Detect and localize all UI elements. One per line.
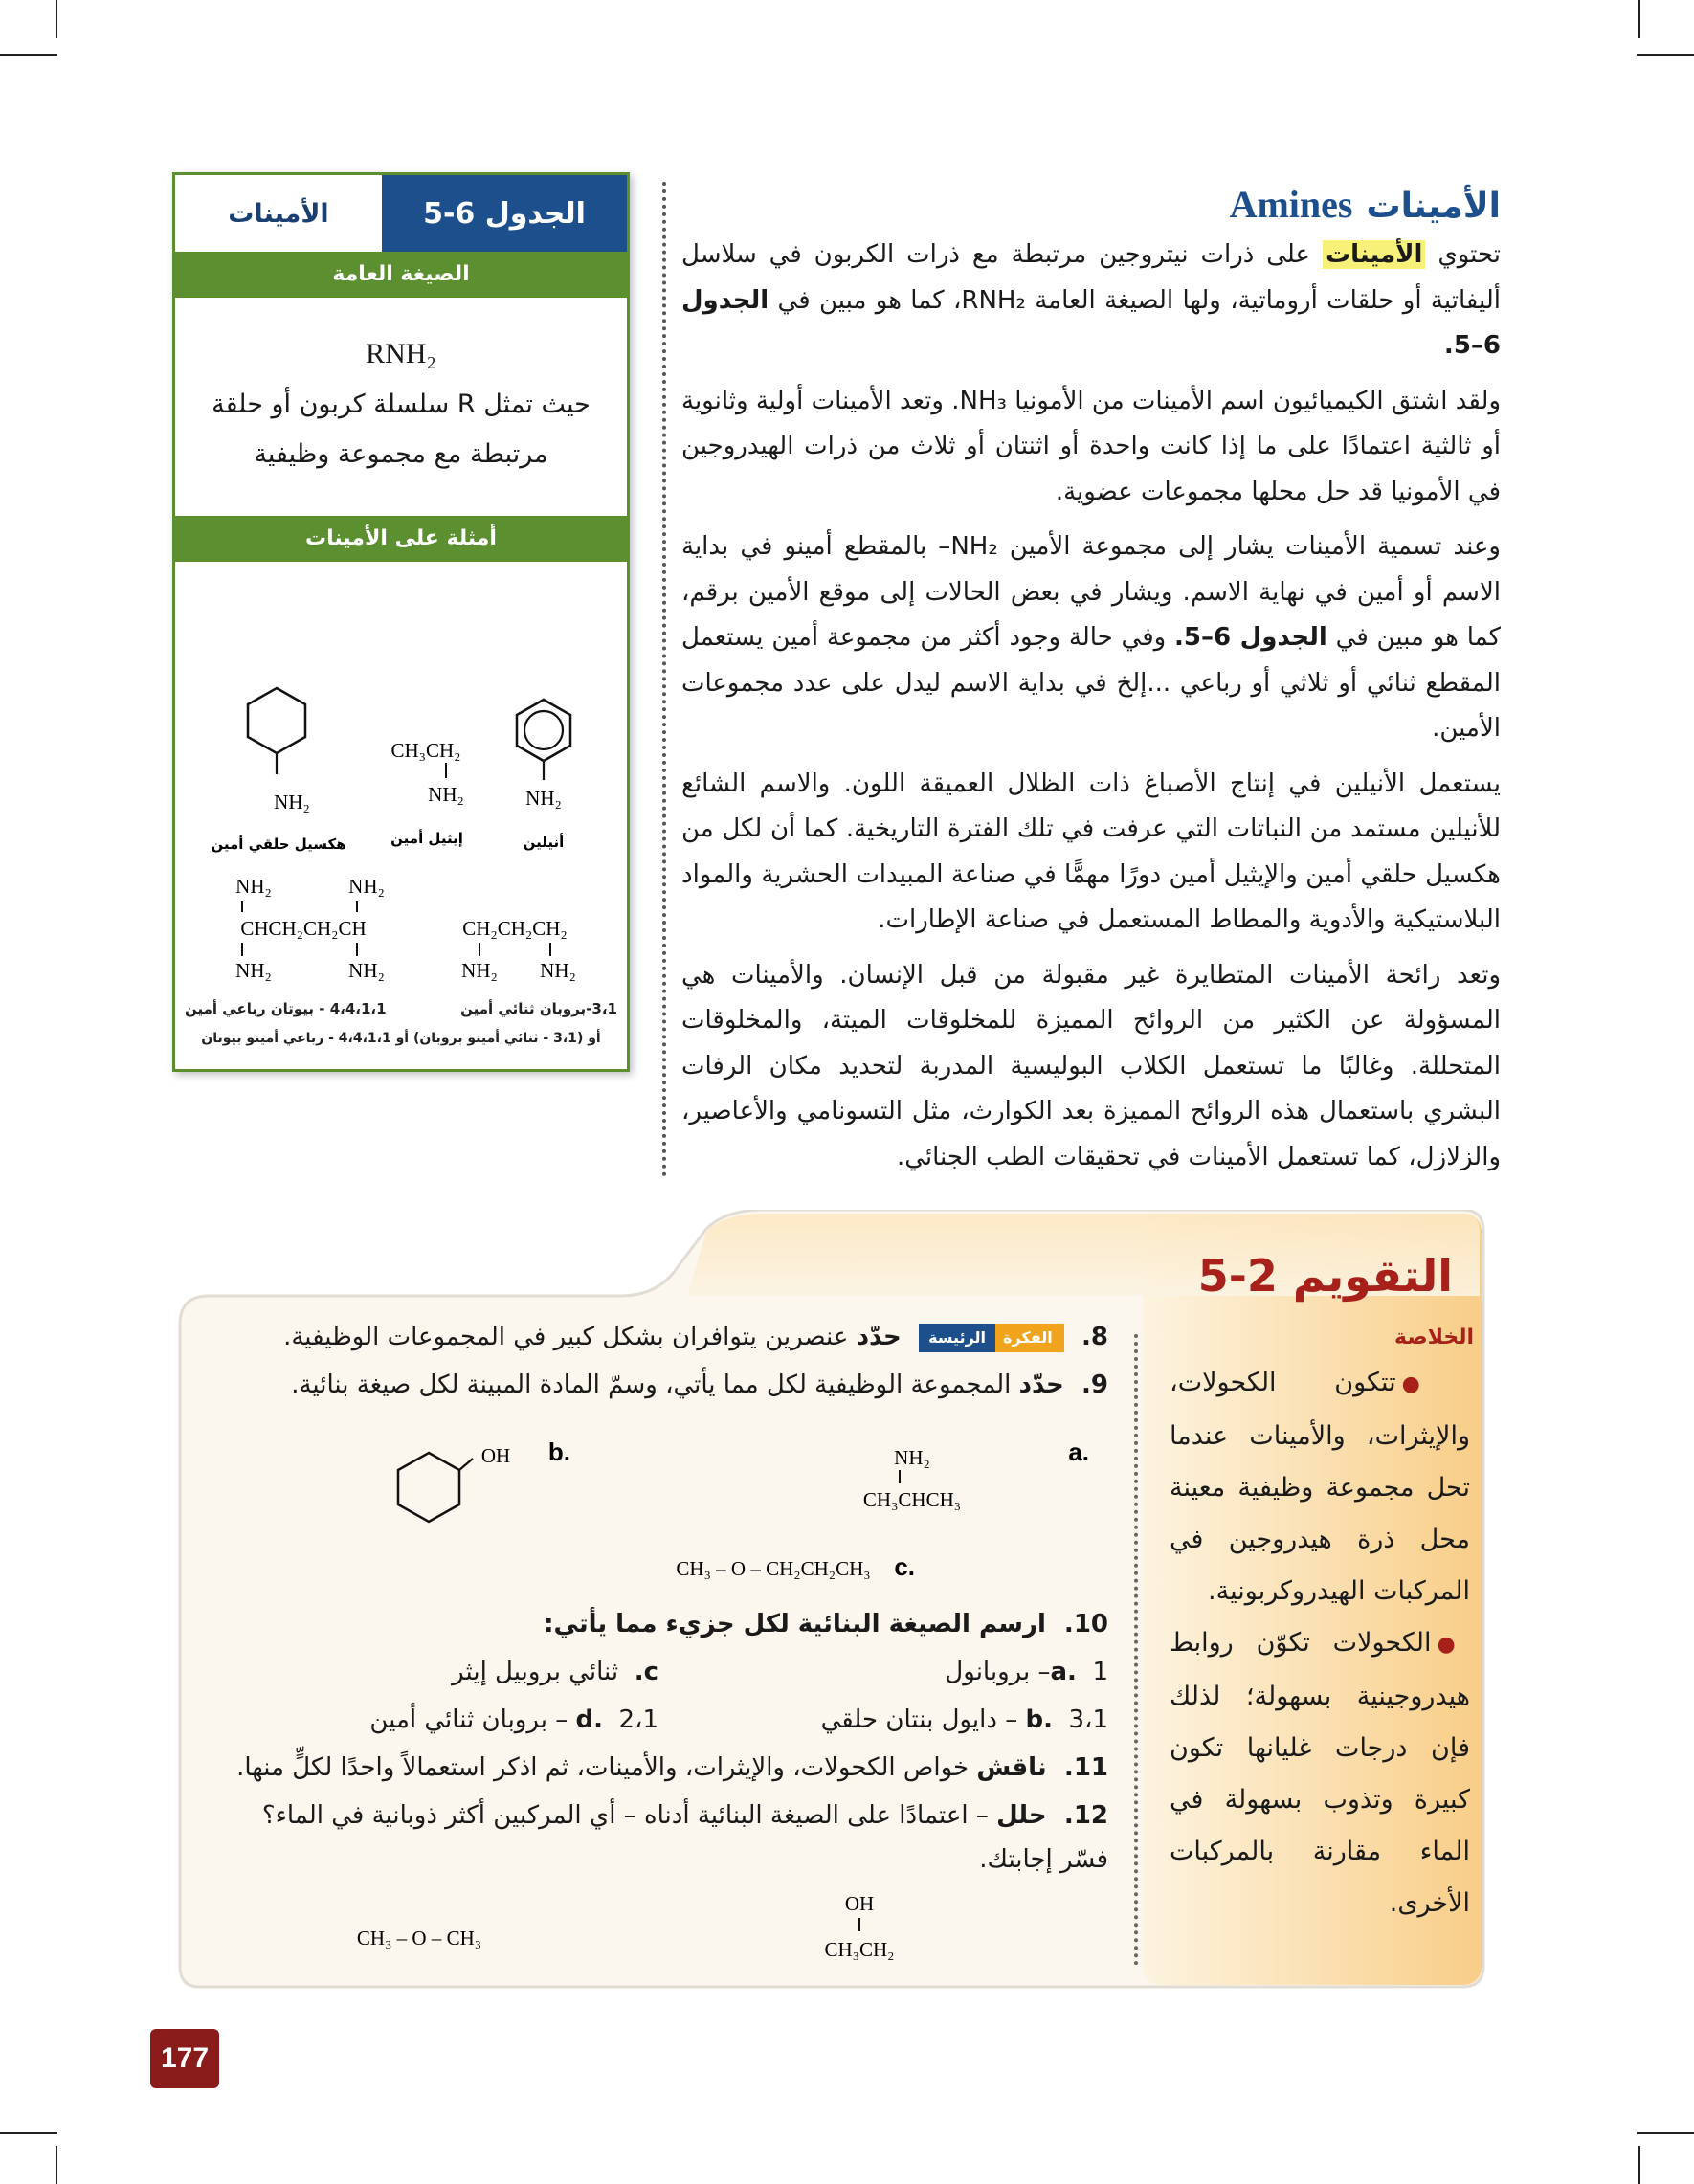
crop-mark bbox=[1637, 2132, 1694, 2134]
tetramine-caption: 4،4،1،1 - بيوتان رباعي أمين bbox=[185, 1000, 387, 1017]
crop-mark bbox=[0, 2132, 57, 2134]
p3-body: وفي حالة وجود أكثر من مجموعة أمين يستعمل المقطع ثنائي أو ثلاثي أو رباعي ...إلخ في بداية الاسم ليدل على عدد مجموعات الأمين. bbox=[681, 623, 1501, 743]
highlighted-term: الأمينات bbox=[1323, 240, 1426, 269]
paragraph-5: وتعد رائحة الأمينات المتطايرة غير مقبولة من قبل الإنسان. والأمينات هي المسؤولة عن الكثير من الروائح المميزة للمخلوقات الميتة، والمخلوقات المتحللة. وغالبًا ما تستعمل الكلاب البوليسية المدربة لتحديد مكان الرفات البشري باستعمال هذه الروائح المميزة بعد الكوارث، مثل التسونامي والأعاصير، والزلازل، كما تستعمل الأمينات في تحقيقات الطب الجنائي. bbox=[681, 960, 1501, 1171]
section-title-en: Amines bbox=[1229, 183, 1353, 226]
q9c-formula: CH₃ – O – CH₂CH₂CH₃ bbox=[676, 1557, 871, 1580]
questions-list bbox=[209, 1315, 1108, 1411]
propanediamine-structure bbox=[461, 917, 576, 982]
question-12: 12. حلل – اعتمادًا على الصيغة البنائية أدناه – أي المركبين أكثر ذوبانية في الماء؟ فسّر إجابتك. bbox=[261, 1801, 1108, 1874]
paragraph-3 bbox=[681, 524, 1501, 752]
q9a-formula: CH₃CHCH₃ bbox=[862, 1488, 962, 1511]
p3-start: وعند تسمية الأمينات يشار إلى مجموعة الأمين NH₂– بالمقطع أمينو في بداية الاسم أو أمين في نهاية الاسم. ويشار في بعض الحالات إلى موقع الأمين برقم، كما هو مبين في bbox=[681, 532, 1502, 652]
ethylamine-structure bbox=[390, 739, 464, 847]
aniline-nh2: NH₂ bbox=[525, 787, 562, 810]
q10c: c. ثنائي بروبيل إيثر bbox=[452, 1658, 658, 1686]
propanediamine-nh2-1: NH₂ bbox=[461, 959, 498, 982]
column-divider bbox=[662, 182, 666, 1177]
review-section bbox=[170, 1210, 1491, 2014]
paragraph-1 bbox=[681, 233, 1501, 369]
summary-heading: الخلاصة bbox=[1394, 1326, 1474, 1349]
table-topic: الأمينات bbox=[175, 175, 382, 252]
review-title: التقويم 2-5 bbox=[1197, 1250, 1453, 1302]
question-11: 11. ناقش خواص الكحولات، والإيثرات، والأمينات، ثم اذكر استعمالاً واحدًا لكلٍّ منها. bbox=[236, 1753, 1108, 1782]
tetramine-top-2: NH₂ bbox=[348, 875, 385, 898]
ethylamine-formula: CH₃CH₂ bbox=[390, 739, 461, 762]
table-label: الجدول 6-5 bbox=[382, 175, 627, 252]
paragraph-2: ولقد اشتق الكيميائيون اسم الأمينات من الأمونيا NH₃. وتعد الأمينات أولية وثانوية أو ثالثية اعتمادًا على ما إذا كانت واحدة أو اثنتان أو ثلاث من ذرات الهيدروجين في الأمونيا قد حل محلها مجموعات عضوية. bbox=[681, 386, 1502, 506]
bullet-icon: ● bbox=[1437, 1633, 1471, 1657]
tetramine-formula: CHCH₂CH₂CH bbox=[240, 917, 367, 940]
table-header bbox=[175, 175, 627, 252]
tetramine-top-1: NH₂ bbox=[235, 875, 272, 898]
tetramine-bottom-2: NH₂ bbox=[348, 959, 385, 982]
table-captions-row bbox=[185, 1000, 617, 1017]
crop-mark bbox=[1638, 2146, 1640, 2184]
section-title-ar: الأمينات bbox=[1366, 187, 1501, 226]
amines-section bbox=[681, 182, 1501, 1190]
q10a: a. 1– بروبانول bbox=[945, 1658, 1108, 1686]
cyclohexylamine-structure bbox=[211, 688, 345, 853]
aniline-caption: أنيلين bbox=[523, 834, 565, 851]
questions-list-2 bbox=[209, 1602, 1108, 1885]
question-12-structures bbox=[323, 1880, 993, 1985]
p1-body: على ذرات نيتروجين مرتبطة مع ذرات الكربون في سلاسل أليفاتية أو حلقات أروماتية، ولها الصيغة العامة RNH₂، كما هو مبين في bbox=[681, 240, 1502, 315]
q10d: d. 2،1 – بروبان ثنائي أمين bbox=[369, 1705, 658, 1734]
question-9-structures bbox=[209, 1420, 1166, 1593]
question-10: 10. ارسم الصيغة البنائية لكل جزيء مما يأتي: bbox=[544, 1610, 1108, 1638]
q12-ether-formula: CH₃ – O – CH₃ bbox=[356, 1927, 482, 1950]
q9a-nh2: NH₂ bbox=[894, 1446, 930, 1469]
q12-oh: OH bbox=[844, 1892, 875, 1915]
p1-start: تحتوي bbox=[1438, 240, 1502, 269]
formula-description: حيث تمثل R سلسلة كربون أو حلقة مرتبطة مع مجموعة وظيفية bbox=[212, 390, 591, 469]
aniline-structure bbox=[517, 700, 570, 851]
q9b-letter: b. bbox=[547, 1437, 570, 1466]
bullet-icon: ● bbox=[1401, 1372, 1470, 1396]
crop-mark bbox=[1638, 0, 1640, 38]
general-formula: RNH₂ bbox=[366, 338, 436, 369]
table-reference[interactable]: الجدول 6–5. bbox=[1174, 623, 1327, 652]
q9b-ring bbox=[398, 1453, 459, 1522]
summary-item: ●تتكون الكحولات، والإيثرات، والأمينات عندما تحل مجموعة وظيفية معينة محل ذرة هيدروجين في المركبات الهيدروكربونية. bbox=[1170, 1368, 1470, 1606]
summary-panel bbox=[1170, 1319, 1474, 1929]
tetramine-bottom-1: NH₂ bbox=[235, 959, 272, 982]
question-8: 8. الفكرة الرئيسة حدّد عنصرين يتوافران بشكل كبير في المجموعات الوظيفية. bbox=[283, 1323, 1108, 1351]
q12-alcohol-formula: CH₃CH₂ bbox=[824, 1938, 895, 1961]
q9b-oh: OH bbox=[480, 1444, 511, 1467]
question-10-row-1 bbox=[209, 1650, 1108, 1694]
crop-mark bbox=[56, 2146, 57, 2184]
summary-item: ●الكحولات تكوّن روابط هيدروجينية بسهولة؛ لذلك فإن درجات غليانها تكون كبيرة وتذوب بسهولة في الماء مقارنة بالمركبات الأخرى. bbox=[1170, 1628, 1471, 1918]
crop-mark bbox=[1637, 54, 1694, 56]
table-caption-alt-names: أو (3،1 - ثنائي أمينو بروبان) أو 4،4،1،1 - رباعي أمينو بيوتان bbox=[201, 1031, 601, 1046]
examples-band: أمثلة على الأمينات bbox=[175, 516, 627, 562]
section-heading bbox=[681, 182, 1501, 227]
paragraph-4: يستعمل الأنيلين في إنتاج الأصباغ ذات الظلال العميقة اللون. والاسم الشائع للأنيلين مستمد من النباتات التي عرفت في تلك الفترة التاريخية. كما أن لكل من هكسيل حلقي أمين والإيثيل أمين دورًا مهمًّا في صناعة المبيدات الحشرية والمواد البلاستيكية والأدوية والمطاط المستعمل في صناعة الإطارات. bbox=[681, 769, 1501, 934]
page-number: 177 bbox=[150, 2029, 219, 2088]
ethylamine-nh2: NH₂ bbox=[428, 783, 464, 806]
q10b: b. 3،1 – دايول بنتان حلقي bbox=[820, 1705, 1108, 1734]
propanediamine-nh2-2: NH₂ bbox=[540, 959, 576, 982]
general-formula-band: الصيغة العامة bbox=[175, 252, 627, 298]
cyclohexylamine-caption: هكسيل حلقي أمين bbox=[211, 836, 346, 853]
crop-mark bbox=[0, 54, 57, 56]
q9c-letter: c. bbox=[894, 1552, 915, 1581]
question-10-row-2 bbox=[209, 1698, 1108, 1742]
question-9: 9. حدّد المجموعة الوظيفية لكل مما يأتي، وسمّ المادة المبينة لكل صيغة بنائية. bbox=[291, 1371, 1108, 1399]
propanediamine-formula: CH₂CH₂CH₂ bbox=[462, 917, 568, 940]
table-6-5 bbox=[172, 172, 630, 1072]
crop-mark bbox=[56, 0, 57, 38]
butanetetramine-structure bbox=[235, 875, 385, 982]
diamine-caption: 3،1-بروبان ثنائي أمين bbox=[460, 1000, 617, 1017]
q9a-letter: a. bbox=[1068, 1437, 1089, 1466]
main-idea-badge: الفكرة الرئيسة bbox=[919, 1324, 1064, 1352]
ethylamine-caption: إيثيل أمين bbox=[390, 830, 463, 847]
amine-examples-figure bbox=[175, 592, 627, 1071]
cyclohexylamine-nh2: NH₂ bbox=[274, 791, 310, 813]
table-reference[interactable]: الجدول 6–5. bbox=[681, 285, 1501, 360]
